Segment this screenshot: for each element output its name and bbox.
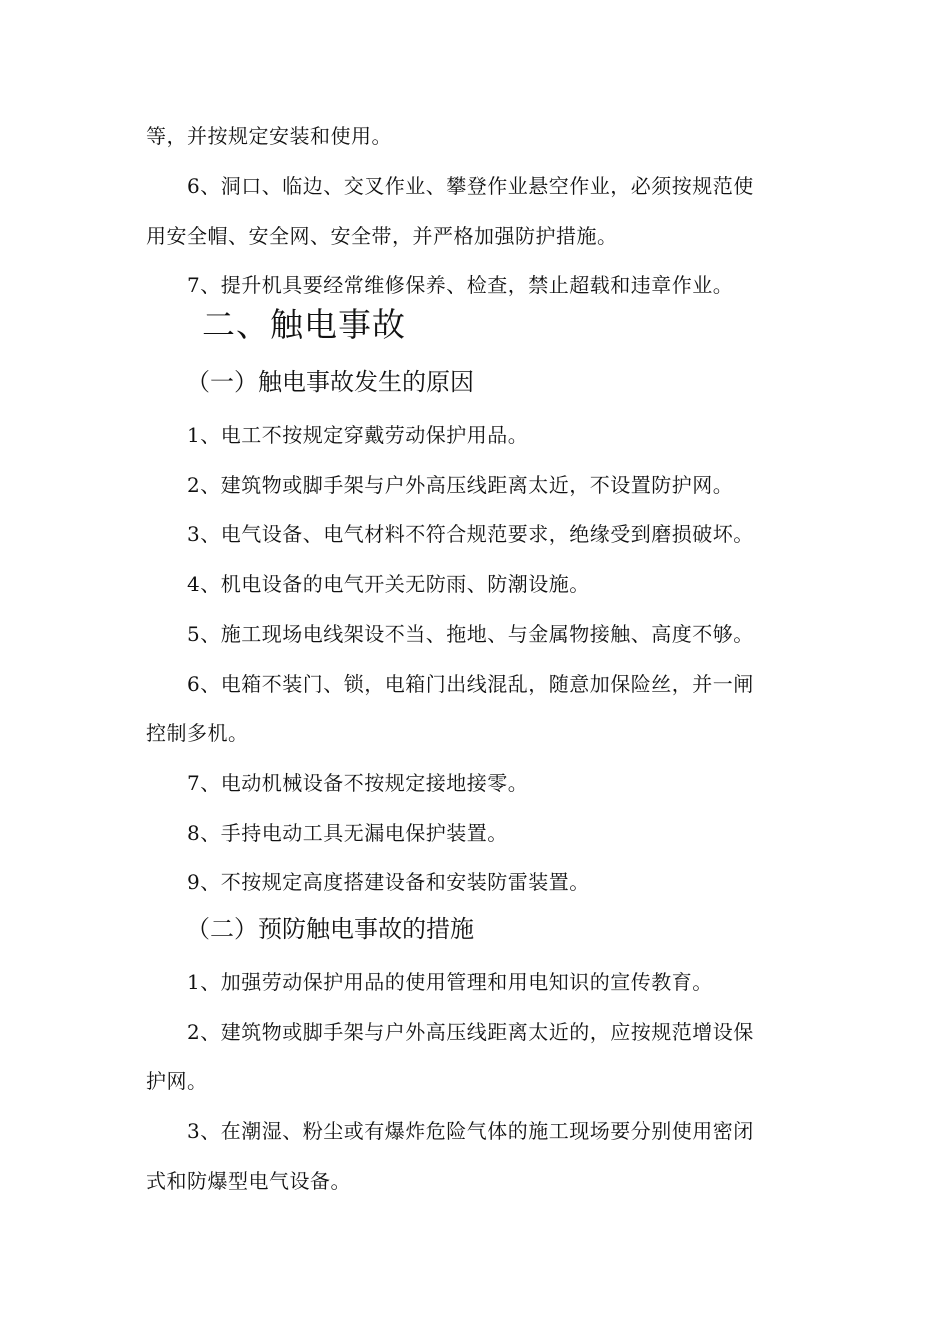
paragraph-line: 式和防爆型电气设备。	[146, 1169, 351, 1193]
paragraph-line: 7、电动机械设备不按规定接地接零。	[187, 771, 529, 795]
paragraph-line: 1、加强劳动保护用品的使用管理和用电知识的宣传教育。	[187, 970, 713, 994]
paragraph-line: 7、提升机具要经常维修保养、检查，禁止超载和违章作业。	[187, 273, 734, 297]
subsection-heading: （二）预防触电事故的措施	[186, 915, 474, 943]
paragraph-line: 3、在潮湿、粉尘或有爆炸危险气体的施工现场要分别使用密闭	[187, 1119, 754, 1143]
paragraph-line: 6、洞口、临边、交叉作业、攀登作业悬空作业，必须按规范使	[187, 174, 754, 198]
paragraph-line: 护网。	[146, 1069, 208, 1093]
paragraph-line: 6、电箱不装门、锁，电箱门出线混乱，随意加保险丝，并一闸	[187, 672, 754, 696]
paragraph-line: 等，并按规定安装和使用。	[146, 124, 392, 148]
subsection-heading: （一）触电事故发生的原因	[186, 368, 474, 396]
paragraph-line: 用安全帽、安全网、安全带，并严格加强防护措施。	[146, 224, 618, 248]
paragraph-line: 1、电工不按规定穿戴劳动保护用品。	[187, 423, 529, 447]
paragraph-line: 9、不按规定高度搭建设备和安装防雷装置。	[187, 870, 590, 894]
paragraph-line: 4、机电设备的电气开关无防雨、防潮设施。	[187, 572, 590, 596]
paragraph-line: 控制多机。	[146, 721, 249, 745]
paragraph-line: 8、手持电动工具无漏电保护装置。	[187, 821, 508, 845]
paragraph-line: 3、电气设备、电气材料不符合规范要求，绝缘受到磨损破坏。	[187, 522, 754, 546]
paragraph-line: 2、建筑物或脚手架与户外高压线距离太近，不设置防护网。	[187, 473, 734, 497]
paragraph-line: 5、施工现场电线架设不当、拖地、与金属物接触、高度不够。	[187, 622, 754, 646]
section-heading: 二、触电事故	[202, 305, 406, 344]
paragraph-line: 2、建筑物或脚手架与户外高压线距离太近的，应按规范增设保	[187, 1020, 754, 1044]
